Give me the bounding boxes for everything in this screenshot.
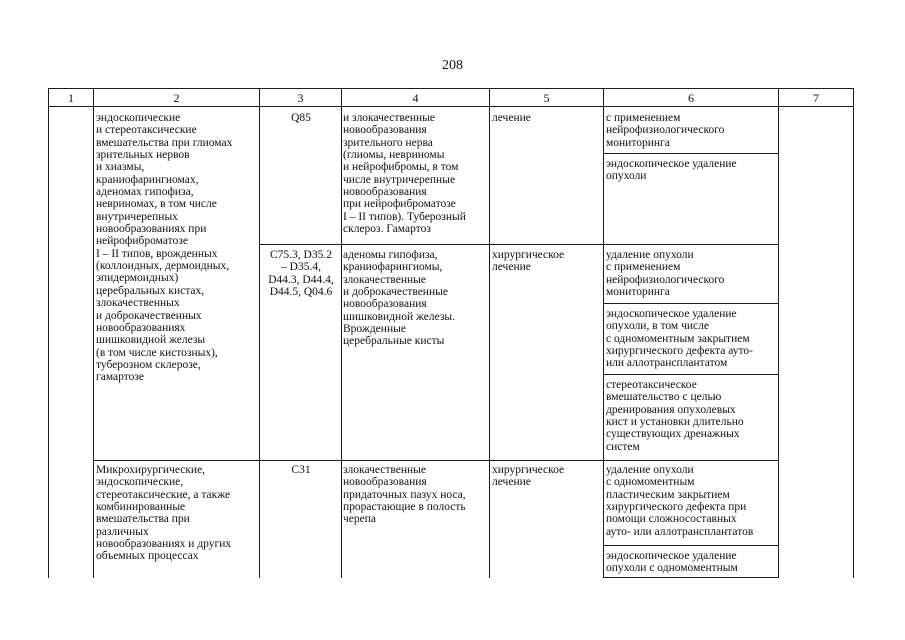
treatment-method: удаление опухоли с применением нейрофизиологического мониторинга: [606, 249, 725, 299]
table-border: [603, 545, 778, 546]
treatment-method: эндоскопическое удаление опухоли: [606, 158, 737, 183]
header-cell-2: 2: [173, 91, 180, 105]
page-number: 208: [442, 58, 463, 73]
table-border: [93, 460, 778, 461]
intervention-description: эндоскопические и стереотаксические вмешательства при глиомах зрительных нервов и хиазмы, краниофарингиомах, аденомах гипофиза, невриномах, в том числе внутричерепных новообразованиях при нейрофиброматозе I – II типов, врожденных (коллоидных, дермоидных, эпидермоидных) церебральных кистах, злокачественных и доброкачественных новообразованиях шишковидной железы (в том числе кистозных), туберозном склерозе, гамартозе: [96, 112, 233, 384]
icd-codes: Q85: [291, 112, 311, 124]
treatment-type: лечение: [492, 112, 531, 124]
table-border: [603, 303, 778, 304]
icd-codes: C75.3, D35.2 – D35.4, D44.3, D44.4, D44.5, Q04.6: [268, 249, 334, 299]
table-border: [603, 88, 604, 578]
table-border: [48, 88, 854, 89]
treatment-method: удаление опухоли с одномоментным пластическим закрытием хирургического дефекта при помощи сложносоставных ауто- или аллотрансплантатов: [606, 464, 754, 538]
treatment-method: стереотаксическое вмешательство с целью дренирования опухолевых кист и установки длительно существующих дренажных систем: [606, 379, 744, 453]
table-border: [853, 88, 854, 578]
treatment-type: хирургическое лечение: [492, 464, 565, 489]
table-border: [489, 88, 490, 578]
treatment-method: эндоскопическое удаление опухоли с одномоментным: [606, 550, 738, 575]
diagnosis-description: аденомы гипофиза, краниофарингиомы, злокачественные и доброкачественные новообразования шишковидной железы. Врожденные церебральные кисты: [343, 249, 456, 348]
header-cell-1: 1: [68, 91, 74, 105]
table-border: [48, 106, 854, 107]
header-cell-7: 7: [813, 91, 819, 105]
table-border: [778, 88, 779, 578]
header-cell-3: 3: [297, 91, 304, 105]
header-cell-6: 6: [688, 91, 694, 105]
header-cell-4: 4: [412, 91, 419, 105]
treatment-method: с применением нейрофизиологического мониторинга: [606, 112, 725, 149]
treatment-method: эндоскопическое удаление опухоли, в том числе с одномоментным закрытием хирургического дефекта ауто- или аллотрансплантатом: [606, 308, 753, 370]
treatment-type: хирургическое лечение: [492, 249, 565, 274]
table-border: [259, 244, 778, 245]
table-border: [603, 153, 778, 154]
header-cell-5: 5: [543, 91, 550, 105]
table-border: [93, 88, 94, 578]
diagnosis-description: и злокачественные новообразования зрительного нерва (глиомы, невриномы и нейрофибромы, в том числе внутричерепные новообразования при нейрофиброматозе I – II типов). Туберозный склероз. Гамартоз: [343, 112, 466, 236]
table-border: [603, 374, 778, 375]
table-border: [341, 88, 342, 578]
icd-codes: C31: [291, 464, 311, 476]
diagnosis-description: злокачественные новообразования придаточных пазух носа, прорастающие в полость черепа: [343, 464, 466, 526]
table-border: [603, 577, 778, 578]
table-border: [48, 88, 49, 578]
table-border: [259, 88, 260, 578]
intervention-description: Микрохирургические, эндоскопические, стереотаксические, а также комбинированные вмешательства при различных новообразованиях и других объемных процессах: [96, 464, 232, 563]
